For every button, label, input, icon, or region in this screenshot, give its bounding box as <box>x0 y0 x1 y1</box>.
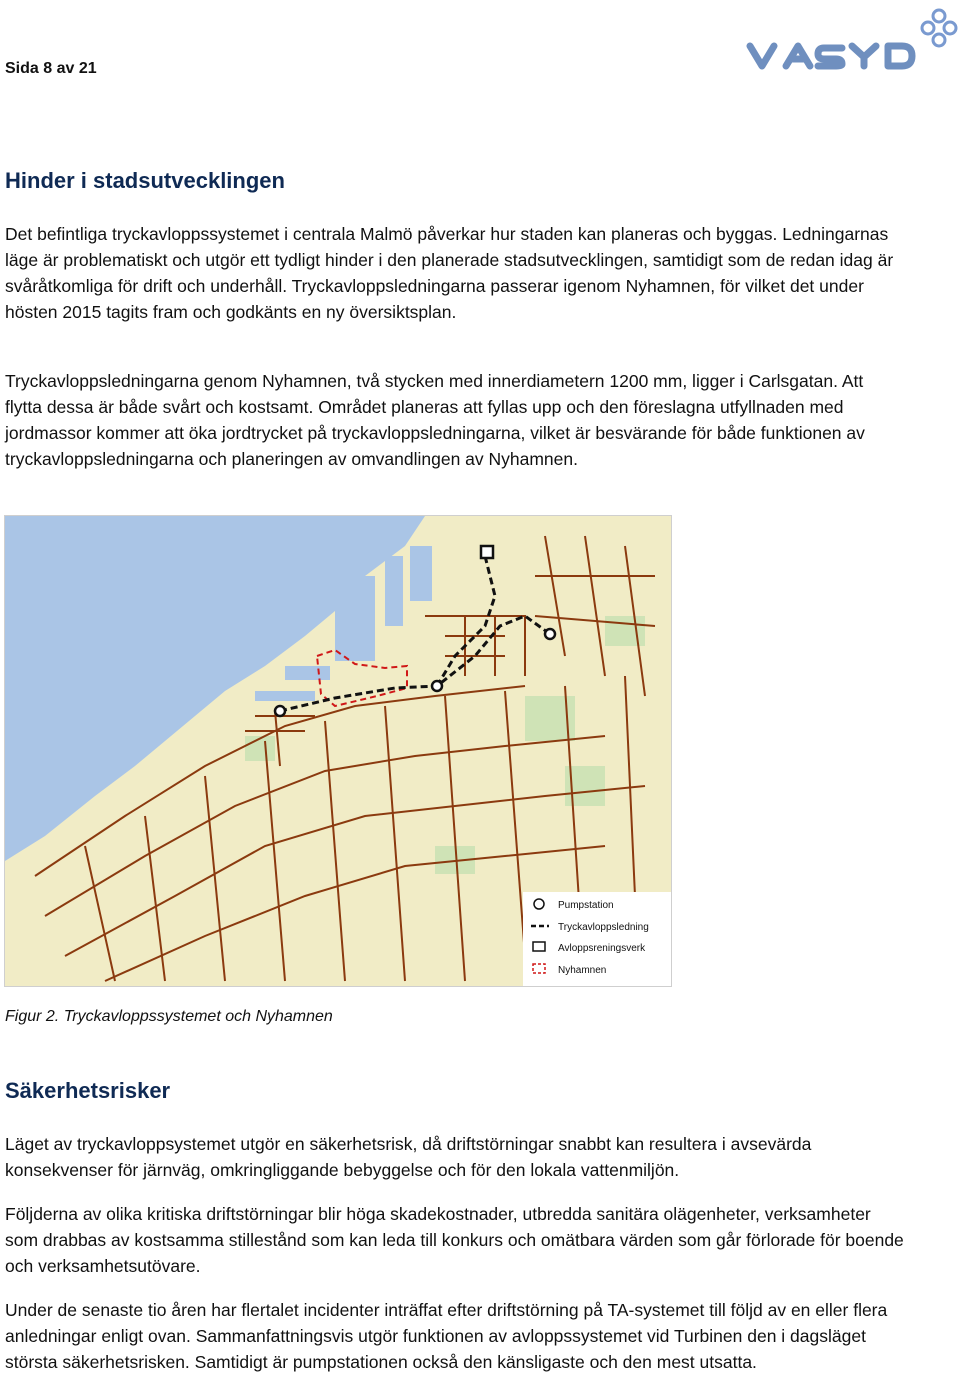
figure-caption: Figur 2. Tryckavloppssystemet och Nyhamnen <box>5 1008 333 1025</box>
vasyd-logo-icon <box>742 4 960 74</box>
paragraph: Tryckavloppsledningarna genom Nyhamnen, två stycken med innerdiametern 1200 mm, ligger i Carlsgatan. Att flytta dessa är både svårt och kostsamt. Området planeras att fyllas upp och den föreslagna utfyllnaden med jordmassor kommer att öka jordtrycket på tryckavloppsledningarna, vilket är besvärande för både funktionen av tryckavloppsledningarna och planeringen av omvandlingen av Nyhamnen. <box>5 371 865 469</box>
page-number: Sida 8 av 21 <box>5 60 97 77</box>
vasyd-logo <box>742 4 960 74</box>
section-title-hinder: Hinder i stadsutvecklingen <box>5 168 285 193</box>
legend-label: Tryckavloppsledning <box>558 922 649 933</box>
paragraph: Det befintliga tryckavloppssystemet i centrala Malmö påverkar hur staden kan planeras och byggas. Ledningarnas läge är problematiskt och utgör ett tydligt hinder i den planerade stadsutvecklingen, samtidigt som de redan idag är svåråtkomliga för drift och underhåll. Tryckavloppsledningarna passerar igenom Nyhamnen, för vilket det under hösten 2015 tagits fram och godkänts en ny översiktsplan. <box>5 224 894 322</box>
legend-label: Pumpstation <box>558 900 614 911</box>
paragraph: Följderna av olika kritiska driftstörningar blir höga skadekostnader, utbredda sanitära olägenheter, verksamheter som drabbas av kostsamma stillestånd som kan leda till konkurs och omätbara värden som går förlorade för boende och verksamhetsutövare. <box>5 1204 904 1276</box>
section-title-sakerhetsrisker: Säkerhetsrisker <box>5 1078 171 1103</box>
figure-map <box>4 515 672 987</box>
paragraph: Läget av tryckavloppsystemet utgör en säkerhetsrisk, då driftstörningar snabbt kan resultera i avsevärda konsekvenser för järnväg, omkringliggande bebyggelse och för den lokala vattenmiljön. <box>5 1134 812 1180</box>
legend-label: Nyhamnen <box>558 965 607 976</box>
sewer-map <box>5 516 671 986</box>
legend-label: Avloppsreningsverk <box>558 943 646 954</box>
paragraph: Under de senaste tio åren har flertalet incidenter inträffat efter driftstörning på TA-systemet till följd av en eller flera anledningar enligt ovan. Sammanfattningsvis utgör funktionen av avloppssystemet vid Turbinen den i dagsläget största säkerhetsrisken. Samtidigt är pumpstationen också den känsligaste och den mest utsatta. <box>5 1300 888 1372</box>
map-legend <box>523 892 671 986</box>
